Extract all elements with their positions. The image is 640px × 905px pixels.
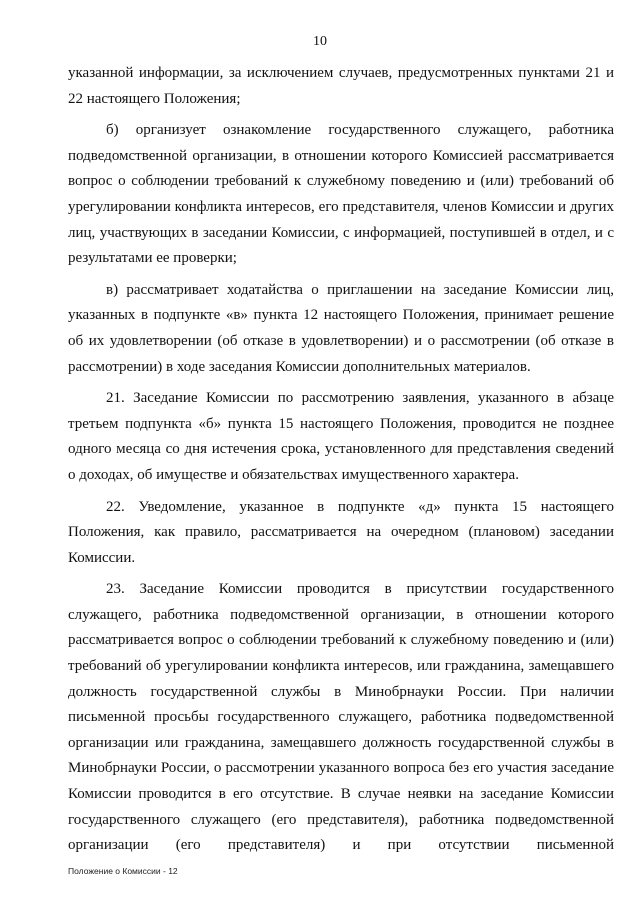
document-body <box>68 61 614 859</box>
paragraph-subitem-b: б) организует ознакомление государственного служащего, работника подведомственной организации, в отношении которого Комиссией рассматривается вопрос о соблюдении требований к служебному поведению и (или) требований об урегулировании конфликта интересов, его представителя, членов Комиссии и других лиц, участвующих в заседании Комиссии, с информацией, поступившей в отдел, и с результатами ее проверки; <box>68 122 614 267</box>
page-number: 10 <box>313 34 327 49</box>
paragraph-item-22: 22. Уведомление, указанное в подпункте «д» пункта 15 настоящего Положения, как правило, рассматривается на очередном (плановом) заседании Комиссии. <box>68 498 614 566</box>
paragraph-subitem-v: в) рассматривает ходатайства о приглашении на заседание Комиссии лиц, указанных в подпункте «в» пункта 12 настоящего Положения, принимает решение об их удовлетворении (об отказе в удовлетворении) и о рассмотрении (об отказе в рассмотрении) в ходе заседания Комиссии дополнительных материалов. <box>68 281 614 375</box>
footer-caption: Положение о Комиссии - 12 <box>68 866 178 876</box>
paragraph-item-23: 23. Заседание Комиссии проводится в присутствии государственного служащего, работника подведомственной организации, в отношении которого рассматривается вопрос о соблюдении требований к служебному поведению и (или) требований об урегулировании конфликта интересов, или гражданина, замещавшего должность государственной службы в Минобрнауки России. При наличии письменной просьбы государственного служащего, работника подведомственной организации или гражданина, замещавшего должность государственной службы в Минобрнауки России, о рассмотрении указанного вопроса без его участия заседание Комиссии проводится в его отсутствие. В случае неявки на заседание Комиссии государственного служащего (его представителя), работника подведомственной организации (его представителя) и при отсутствии письменной <box>68 581 614 854</box>
paragraph-continuation: указанной информации, за исключением случаев, предусмотренных пунктами 21 и 22 настоящего Положения; <box>68 65 614 107</box>
paragraph-item-21: 21. Заседание Комиссии по рассмотрению заявления, указанного в абзаце третьем подпункта «б» пункта 15 настоящего Положения, проводится не позднее одного месяца со дня истечения срока, установленного для представления сведений о доходах, об имуществе и обязательствах имущественного характера. <box>68 390 614 483</box>
